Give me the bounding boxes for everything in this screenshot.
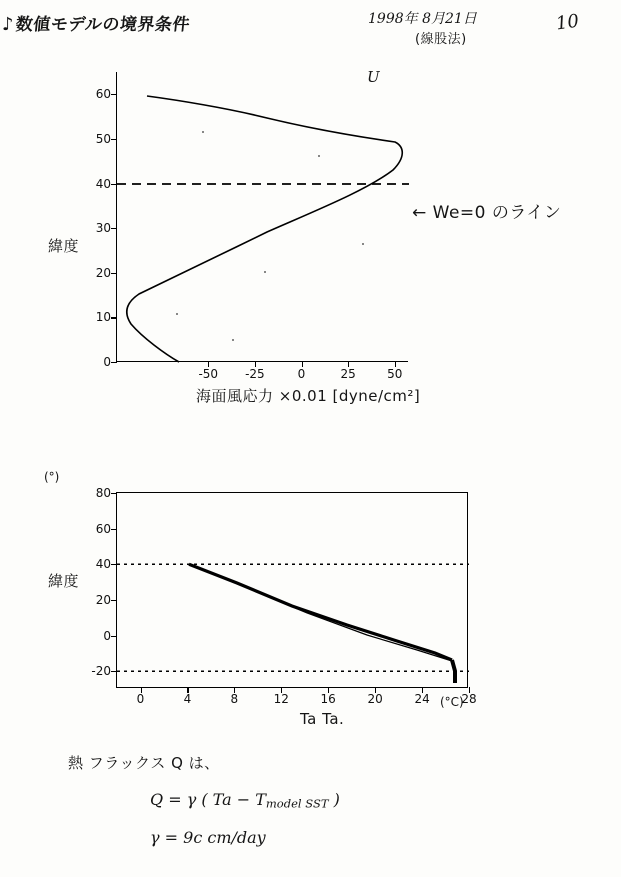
chart2-ytick: 20 — [95, 592, 111, 607]
equation-1-main: Q = γ ( Ta − T — [150, 790, 266, 809]
chart-wind-stress — [0, 60, 621, 420]
chart2-xtick: 28 — [461, 692, 477, 706]
equation-lead: 熱 フラックス Q は、 — [68, 754, 220, 772]
chart2-y-unit: (°) — [44, 470, 60, 484]
chart1-ytick: 10 — [95, 310, 111, 325]
chart-air-temperature — [0, 470, 621, 760]
chart2-xtick: 20 — [367, 692, 383, 706]
equation-1 — [150, 790, 340, 811]
chart2-ytick: -20 — [91, 664, 111, 679]
chart2-ytick: 60 — [95, 521, 111, 536]
chart2-ytick: 40 — [95, 557, 111, 572]
chart2-ytick: 0 — [103, 628, 111, 643]
chart1-ytick: 30 — [95, 221, 111, 236]
chart2-xtick: 24 — [414, 692, 430, 706]
chart1-ytick: 0 — [103, 355, 111, 369]
chart2-plot-area — [91, 486, 477, 706]
chart1-curve — [117, 72, 409, 364]
chart1-ytick: 50 — [95, 131, 111, 146]
subnote-label: (線股法) — [415, 32, 467, 47]
chart1-xtick: 25 — [340, 367, 356, 381]
chart2-x-unit: (°C) — [440, 695, 464, 709]
chart1-series-label: U — [367, 68, 380, 86]
page-number: 10 — [554, 10, 581, 35]
chart1-x-axis-label: 海面風応力 ×0.01 [dyne/cm²] — [196, 387, 421, 405]
chart2-ytick: 80 — [95, 486, 111, 500]
chart1-xtick: 50 — [387, 367, 403, 381]
chart2-x-axis-label: Ta Ta. — [300, 710, 345, 728]
equation-1-tail: ) — [328, 790, 340, 809]
chart1-ytick: 40 — [95, 176, 111, 191]
chart1-ytick: 20 — [95, 265, 111, 280]
chart1-ytick: 60 — [95, 87, 111, 102]
chart2-xtick: 8 — [230, 692, 239, 706]
equation-2: γ = 9c cm/day — [150, 828, 266, 847]
page-title: 数値モデルの境界条件 — [14, 15, 191, 35]
chart1-annotation: ← We=0 のライン — [412, 203, 562, 223]
chart1-y-axis-label: 緯度 — [48, 237, 80, 255]
equation-block — [0, 752, 621, 872]
chart2-xtick: 16 — [320, 692, 336, 706]
header-doodle: ♪ — [2, 14, 14, 35]
chart2-xtick: 4 — [183, 692, 192, 706]
chart2-xtick: 12 — [273, 692, 289, 706]
chart1-xtick: -50 — [198, 367, 219, 381]
chart1-xtick: -25 — [245, 367, 265, 381]
chart1-plot-area — [95, 68, 408, 381]
chart2-y-axis-label: 緯度 — [48, 572, 80, 590]
chart2-curve — [117, 493, 469, 689]
date-label: 1998年 8月21日 — [368, 11, 477, 27]
chart1-xtick: 0 — [297, 367, 306, 381]
equation-1-subscript: model SST — [265, 796, 329, 811]
chart2-xtick: 0 — [136, 692, 145, 706]
